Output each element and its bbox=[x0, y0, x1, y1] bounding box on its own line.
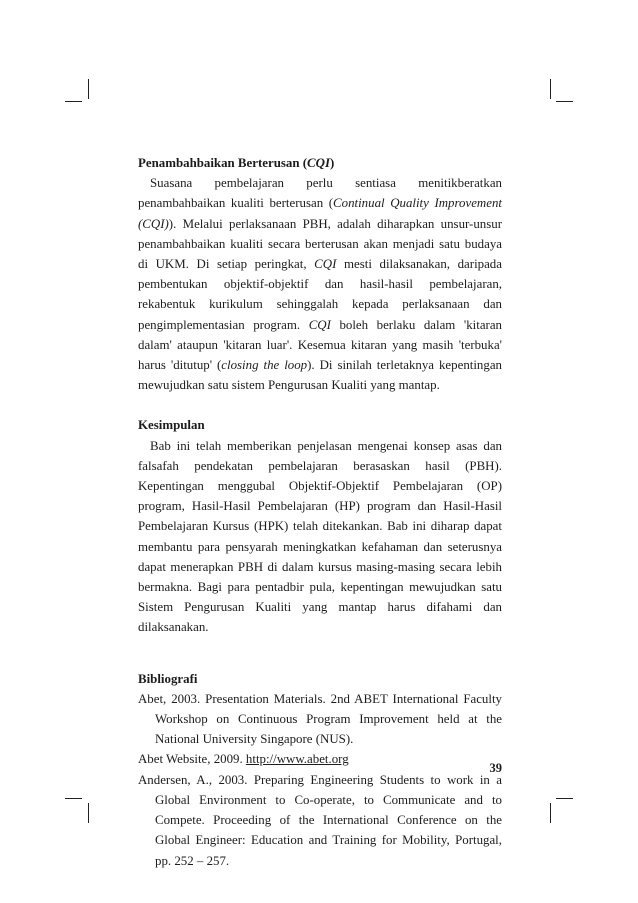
crop-mark-bottom-left-h bbox=[65, 798, 82, 799]
paragraph-kesimpulan: Bab ini telah memberikan penjelasan mengenai konsep asas dan falsafah pendekatan pembelajaran berasaskan hasil (PBH). Kepentingan menggubal Objektif-Objektif Pembelajaran (OP) program, Hasil-Hasil Pembelajaran (HP) program dan Hasil-Hasil Pembelajaran Kursus (HPK) telah ditekankan. Bab ini diharap dapat membantu para pensyarah meningkatkan kefahaman dan seterusnya dapat menerapkan PBH di dalam kursus masing-masing secara lebih bermakna. Bagi para pentadbir pula, kepentingan mewujudkan satu Sistem Pengurusan Kualiti yang mantap harus difahami dan dilaksanakan. bbox=[138, 438, 502, 635]
crop-mark-top-left-v bbox=[88, 79, 89, 99]
bibliography-entry: Abet, 2003. Presentation Materials. 2nd ABET International Faculty Workshop on Continuous Program Improvement held at the National University Singapore (NUS). bbox=[138, 691, 502, 747]
paragraph-cqi: Suasana pembelajaran perlu sentiasa menitikberatkan penambahbaikan kualiti berterusan (Continual Quality Improvement (CQI)). Melalui perlaksanaan PBH, adalah diharapkan unsur-unsur penambahbaikan kualiti secara berterusan akan menjadi satu budaya di UKM. Di setiap peringkat, CQI mesti dilaksanakan, daripada pembentukan objektif-objektif dan hasil-hasil pembelajaran, rekabentuk kurikulum sehinggalah kepada perlaksanaan dan pengimplementasian program. CQI boleh berlaku dalam 'kitaran dalam' ataupun 'kitaran luar'. Kesemua kitaran yang masih 'terbuka' harus 'ditutup' (closing the loop). Di sinilah terletaknya kepentingan mewujudkan satu sistem Pengurusan Kualiti yang mantap. bbox=[138, 176, 503, 393]
page-content bbox=[138, 153, 502, 871]
crop-mark-bottom-left-v bbox=[88, 803, 89, 823]
crop-mark-bottom-right-h bbox=[556, 798, 573, 799]
crop-mark-bottom-right-v bbox=[550, 803, 551, 823]
crop-mark-top-left-h bbox=[65, 101, 82, 102]
crop-mark-top-right-h bbox=[556, 101, 573, 102]
crop-mark-top-right-v bbox=[550, 79, 551, 99]
page-number: 39 bbox=[489, 761, 502, 775]
bibliography-entry: Andersen, A., 2003. Preparing Engineering Students to work in a Global Environment to Co-operate, to Communicate and to Compete. Proceeding of the International Conference on the Global Engineer: Education and Training for Mobility, Portugal, pp. 252 – 257. bbox=[138, 772, 502, 868]
section-heading-bibliografi: Bibliografi bbox=[138, 671, 198, 686]
bibliography-entry: Abet Website, 2009. http://www.abet.org bbox=[138, 752, 349, 767]
section-heading-kesimpulan: Kesimpulan bbox=[138, 418, 205, 433]
abet-website-link[interactable]: http://www.abet.org bbox=[245, 752, 349, 767]
section-heading-cqi: Penambahbaikan Berterusan (CQI) bbox=[138, 156, 335, 170]
